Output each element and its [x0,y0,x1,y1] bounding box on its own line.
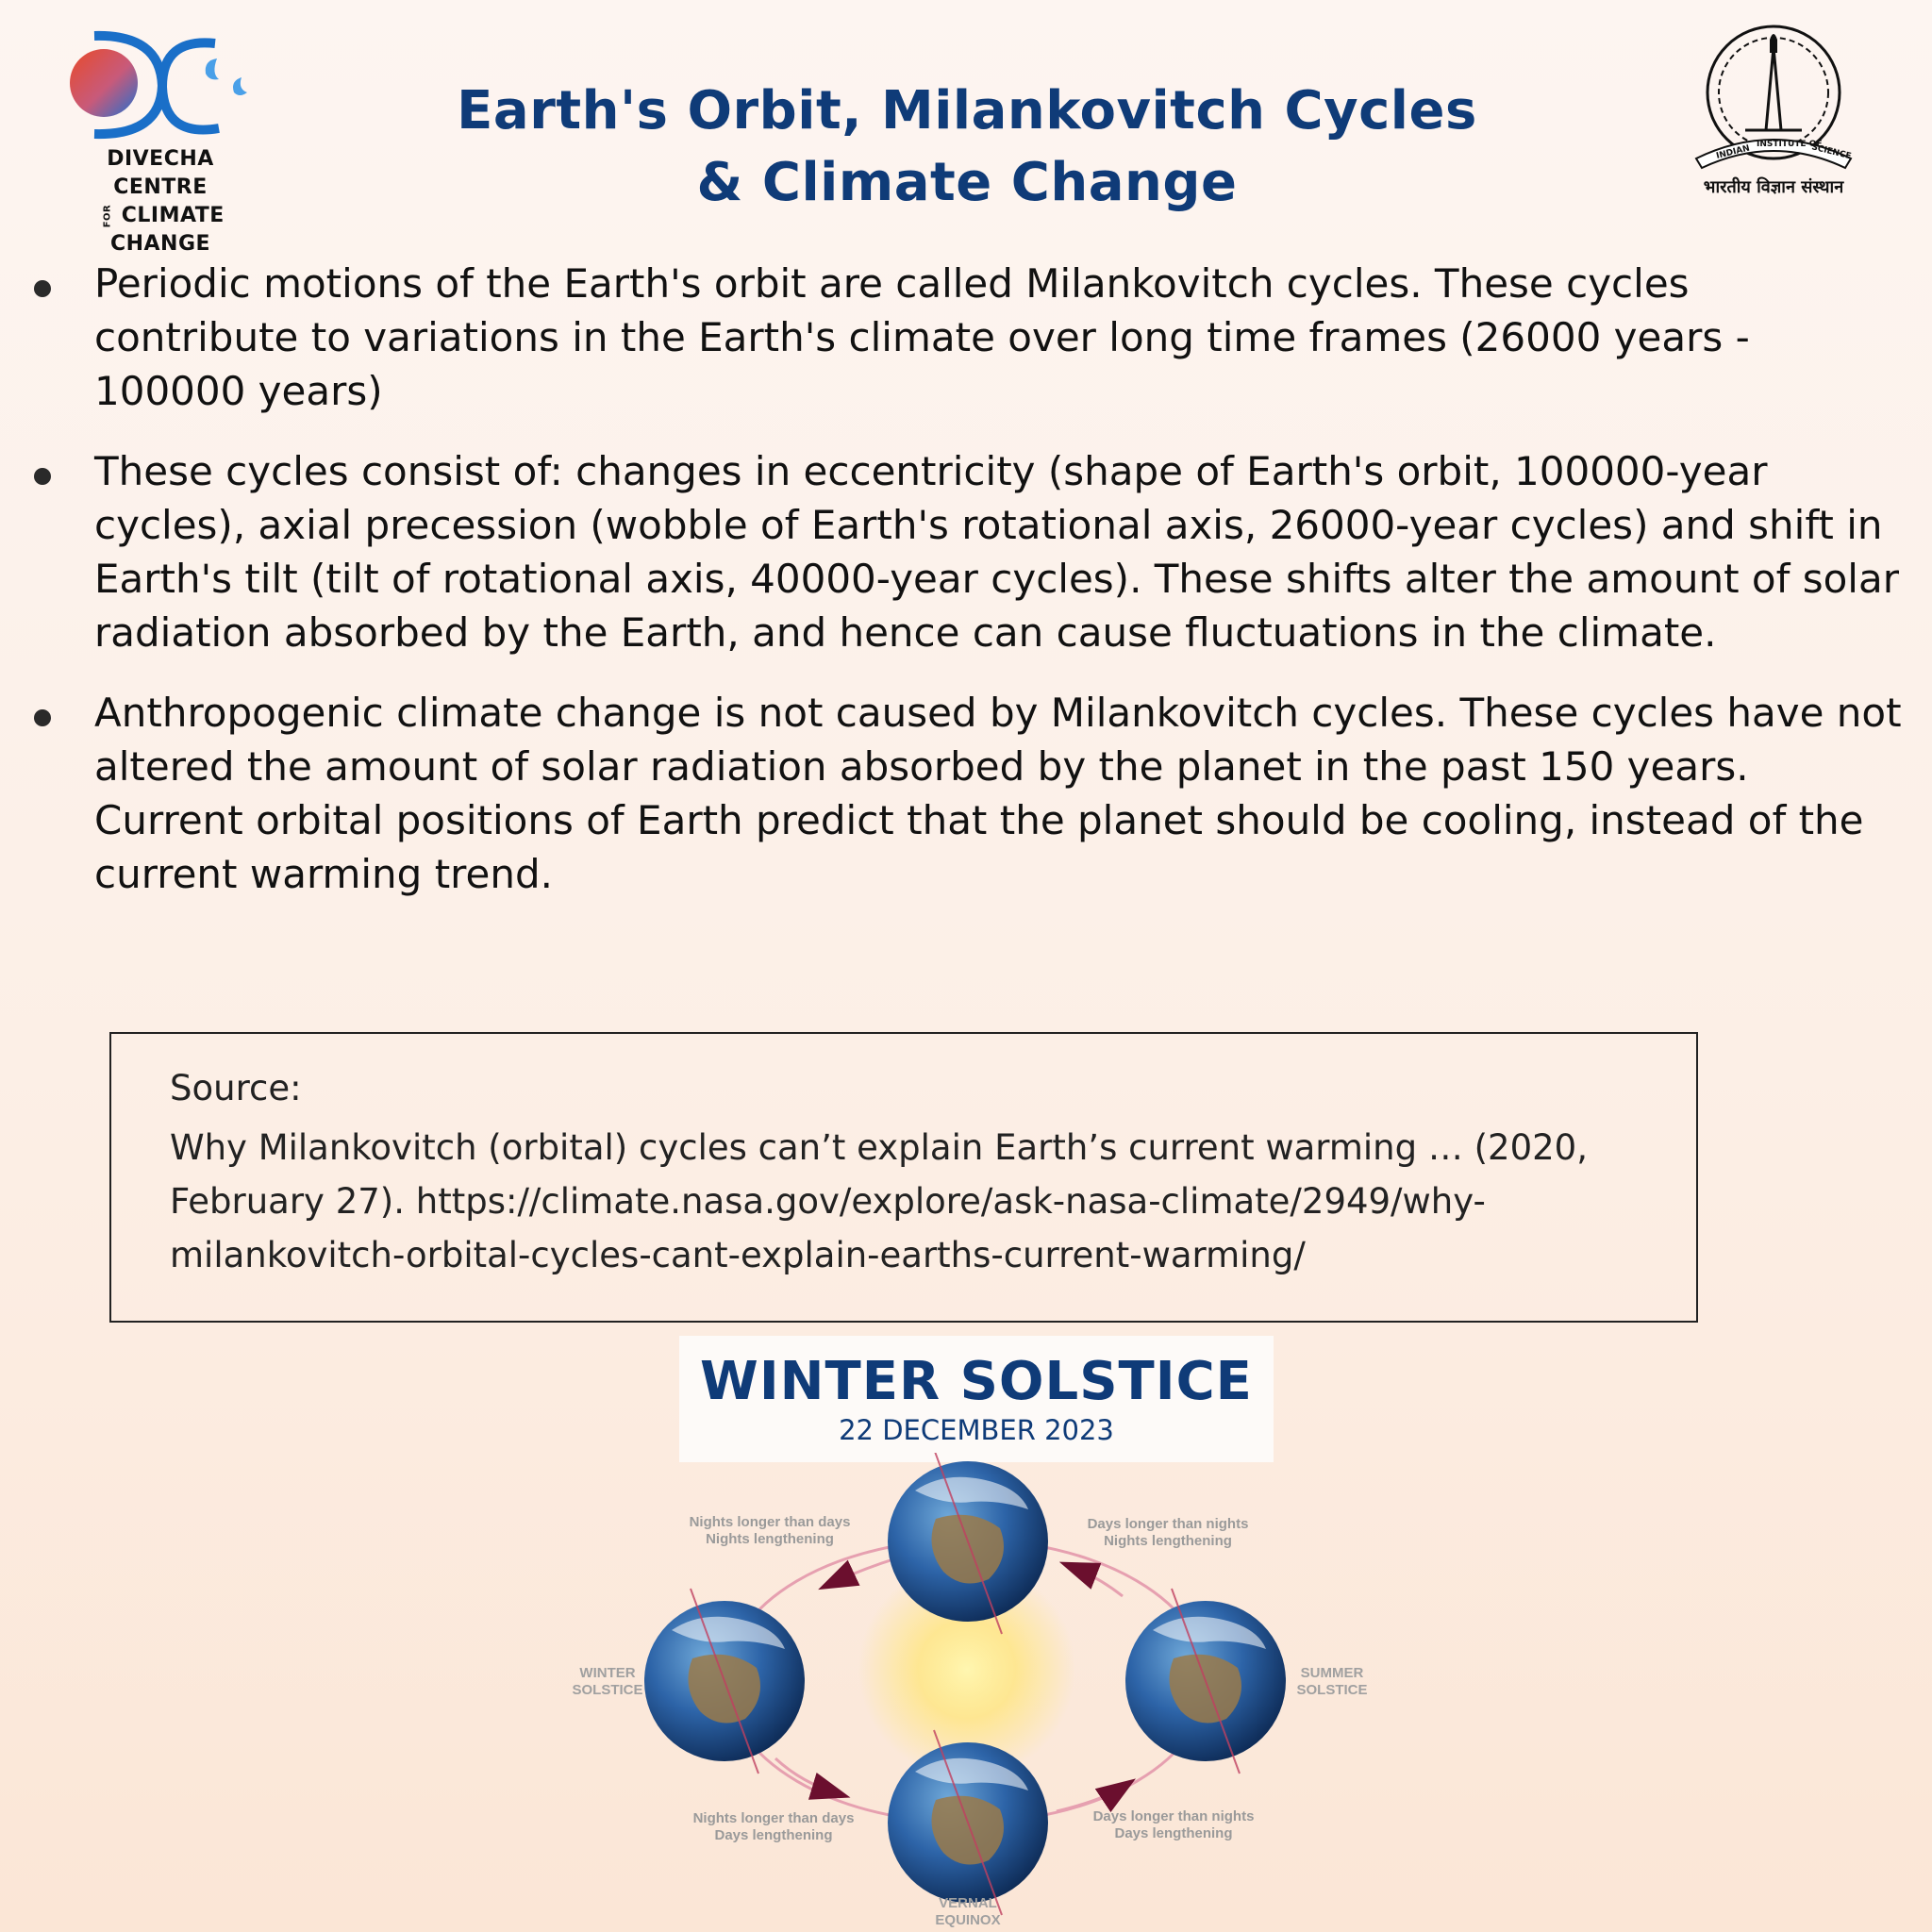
source-label: Source: [170,1068,302,1108]
label-top-left-1: Nights longer than days [689,1514,851,1530]
bullet-text: Periodic motions of the Earth's orbit are called Milankovitch cycles. These cycles contribute to variations in the Earth's climate over long time frames (26000 years - 100000 years) [94,260,1750,414]
iisc-seal-logo [1679,17,1868,206]
divecha-centre-logo [57,25,264,256]
logo-line-2: CLIMATE CHANGE [109,204,225,256]
bullet-dot-icon [34,468,51,485]
divecha-logo-text [66,145,255,258]
label-bottom-right-2: Days lengthening [1114,1825,1233,1841]
title-line-2: & Climate Change [696,152,1238,213]
bullet-item [28,444,1906,659]
iisc-seal-icon [1679,17,1868,177]
earth-icon [644,1589,805,1774]
label-top-right-1: Days longer than nights [1087,1516,1249,1532]
bullet-list [28,257,1906,927]
label-summer-1: SUMMER [1300,1665,1364,1681]
logo-for: FOR [102,204,113,228]
logo-line-1: DIVECHA CENTRE [107,147,214,199]
orbit-arrow-icon [775,1758,840,1794]
bullet-dot-icon [34,709,51,726]
source-citation: Why Milankovitch (orbital) cycles can’t explain Earth’s current warming … (2020, February 27). https://climate.nasa.gov/explore/ask-nasa-climate/2949/why-milankovitch-orbital-cycles-cant-explain-earths-current-warming/ [170,1127,1588,1275]
seal-ring-right: SCIENCE [1810,142,1853,162]
label-bottom-left-2: Days lengthening [714,1827,833,1843]
label-summer-2: SOLSTICE [1296,1682,1368,1698]
title-line-1: Earth's Orbit, Milankovitch Cycles [457,80,1477,142]
earth-orbit-illustration [528,1453,1434,1932]
label-vernal-1: VERNAL [939,1895,997,1911]
bullet-item [28,686,1906,901]
earth-icon [1125,1589,1286,1774]
label-bottom-right-1: Days longer than nights [1092,1808,1255,1824]
bullet-text: These cycles consist of: changes in eccentricity (shape of Earth's orbit, 100000-year cycles), axial precession (wobble of Earth's rotational axis, 26000-year cycles) and shift in Earth's tilt (tilt of rotational axis, 40000-year cycles). These shifts alter the amount of solar radiation absorbed by the Earth, and hence can cause fluctuations in the climate. [94,448,1899,656]
label-vernal-2: EQUINOX [935,1912,1001,1928]
label-winter-1: WINTER [579,1665,636,1681]
bullet-dot-icon [34,280,51,297]
source-box [109,1032,1698,1323]
solstice-header [679,1336,1274,1462]
label-top-left-2: Nights lengthening [706,1531,834,1547]
label-top-right-2: Nights lengthening [1104,1533,1232,1549]
seal-ring-mid: INSTITUTE OF [1757,140,1823,149]
label-bottom-left-1: Nights longer than days [692,1810,855,1826]
solstice-title: WINTER SOLSTICE [700,1351,1253,1412]
seal-ring-left: INDIAN [1715,143,1751,161]
bullet-item [28,257,1906,418]
bullet-text: Anthropogenic climate change is not caused by Milankovitch cycles. These cycles have not altered the amount of solar radiation absorbed by the planet in the past 150 years. Current orbital positions of Earth predict that the planet should be cooling, instead of the current warming trend. [94,690,1902,897]
solstice-date: 22 DECEMBER 2023 [839,1414,1114,1446]
divecha-logo-mark [57,25,264,147]
orbit-arrow-icon [1057,1785,1126,1811]
label-winter-2: SOLSTICE [572,1682,643,1698]
iisc-hindi-name: भारतीय विज्ञान संस्थान [1703,177,1844,197]
page-title [302,75,1632,219]
